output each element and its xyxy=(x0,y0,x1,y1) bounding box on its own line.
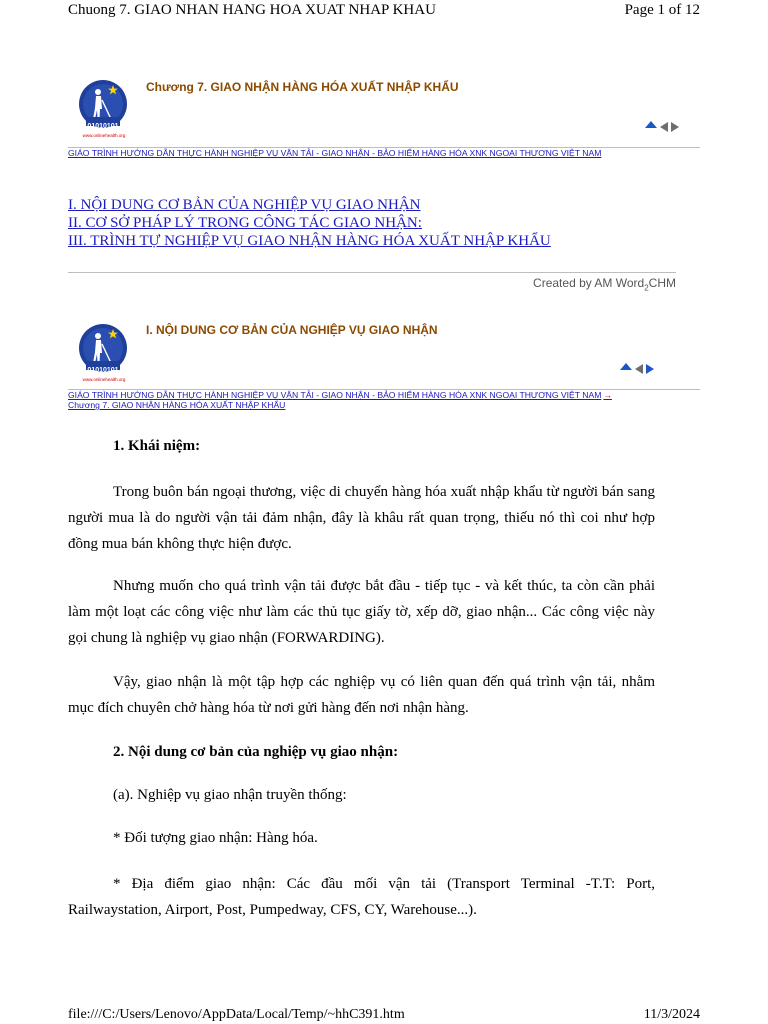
right-arrow-icon[interactable] xyxy=(671,122,679,132)
print-header-title: Chuong 7. GIAO NHAN HANG HOA XUAT NHAP KHAU xyxy=(68,2,436,18)
created-by-prefix: Created by AM Word xyxy=(533,276,645,290)
logo xyxy=(72,320,134,387)
divider xyxy=(68,272,676,273)
left-arrow-icon[interactable] xyxy=(635,364,643,374)
logo-digits: 01010101 xyxy=(87,367,119,374)
right-arrow-icon[interactable] xyxy=(646,364,654,374)
toc-link-3[interactable]: III. TRÌNH TỰ NGHIỆP VỤ GIAO NHẬN HÀNG HÓA XUẤT NHẬP KHẨU xyxy=(68,233,551,249)
subheading-1: 1. Khái niệm: xyxy=(113,438,201,454)
up-arrow-icon[interactable] xyxy=(620,363,632,370)
breadcrumb-link-1[interactable]: GIÁO TRÌNH HƯỚNG DẪN THỰC HÀNH NGHIỆP VỤ VẬN TẢI - GIAO NHẬN - BẢO HIỂM HÀNG HÓA XNK NGOẠI THƯƠNG VIỆT NAM xyxy=(68,390,602,400)
table-of-contents xyxy=(68,196,551,250)
up-arrow-icon[interactable] xyxy=(645,121,657,128)
logo-digits: 01010101 xyxy=(87,123,119,130)
section-title: Chương 7. GIAO NHẬN HÀNG HÓA XUẤT NHẬP KHẨU xyxy=(146,80,459,94)
list-item: * Đối tượng giao nhận: Hàng hóa. xyxy=(113,830,318,846)
print-footer-date: 11/3/2024 xyxy=(643,1007,700,1022)
paragraph-2-text: Nhưng muốn cho quá trình vận tải được bắt đầu - tiếp tục - và kết thúc, ta còn cần phải làm một loạt các công việc như làm các thủ tục giấy tờ, xếp dỡ, giao nhận... Các công việc này gọi chung là nghiệp vụ giao nhận (FORWARDING). xyxy=(68,578,655,646)
toc-link-2[interactable]: II. CƠ SỞ PHÁP LÝ TRONG CÔNG TÁC GIAO NHẬN: xyxy=(68,215,422,231)
nav-arrows xyxy=(645,120,679,132)
print-header-page: Page 1 of 12 xyxy=(624,2,700,18)
print-footer-url: file:///C:/Users/Lenovo/AppData/Local/Temp/~hhC391.htm xyxy=(68,1007,405,1022)
paragraph-1-text: Trong buôn bán ngoại thương, việc di chuyển hàng hóa xuất nhập khẩu từ người bán sang người mua là do người vận tải đảm nhận, đây là khâu rất quan trọng, thiếu nó thì coi như hợp đồng mua bán không thực hiện được. xyxy=(68,484,655,552)
paragraph-3 xyxy=(68,669,655,721)
breadcrumb-link-2[interactable]: Chương 7. GIAO NHẬN HÀNG HÓA XUẤT NHẬP KHẨU xyxy=(68,400,286,410)
logo xyxy=(72,76,134,143)
logo-url: www.onlinehealth.org xyxy=(82,377,126,382)
subheading-2: 2. Nội dung cơ bản của nghiệp vụ giao nhận: xyxy=(113,744,399,760)
nav-arrows xyxy=(620,362,654,374)
paragraph-4-text: * Địa điểm giao nhận: Các đầu mối vận tải (Transport Terminal -T.T: Port, Railwaystation, Airport, Post, Pumpedway, CFS, CY, Warehouse...). xyxy=(68,876,655,918)
paragraph-1 xyxy=(68,479,655,557)
list-item: (a). Nghiệp vụ giao nhận truyền thống: xyxy=(113,787,347,803)
breadcrumb-link[interactable]: GIÁO TRÌNH HƯỚNG DẪN THỰC HÀNH NGHIỆP VỤ VẬN TẢI - GIAO NHẬN - BẢO HIỂM HÀNG HÓA XNK NGOẠI THƯƠNG VIỆT NAM xyxy=(68,148,602,158)
left-arrow-icon[interactable] xyxy=(660,122,668,132)
section-title: I. NỘI DUNG CƠ BẢN CỦA NGHIỆP VỤ GIAO NHẬN xyxy=(146,323,438,337)
paragraph-3-text: Vậy, giao nhận là một tập hợp các nghiệp vụ có liên quan đến quá trình vận tải, nhằm mục đích chuyên chở hàng hóa từ nơi gửi hàng đến nơi nhận hàng. xyxy=(68,674,655,716)
paragraph-4 xyxy=(68,871,655,923)
logo-url: www.onlinehealth.org xyxy=(82,133,126,138)
toc-link-1[interactable]: I. NỘI DUNG CƠ BẢN CỦA NGHIỆP VỤ GIAO NHẬN xyxy=(68,197,421,213)
created-by xyxy=(533,276,676,292)
paragraph-2 xyxy=(68,573,655,651)
breadcrumb-arrow-icon: → xyxy=(603,390,612,400)
created-by-sub: 2 xyxy=(644,283,649,293)
created-by-suffix: CHM xyxy=(648,276,676,290)
